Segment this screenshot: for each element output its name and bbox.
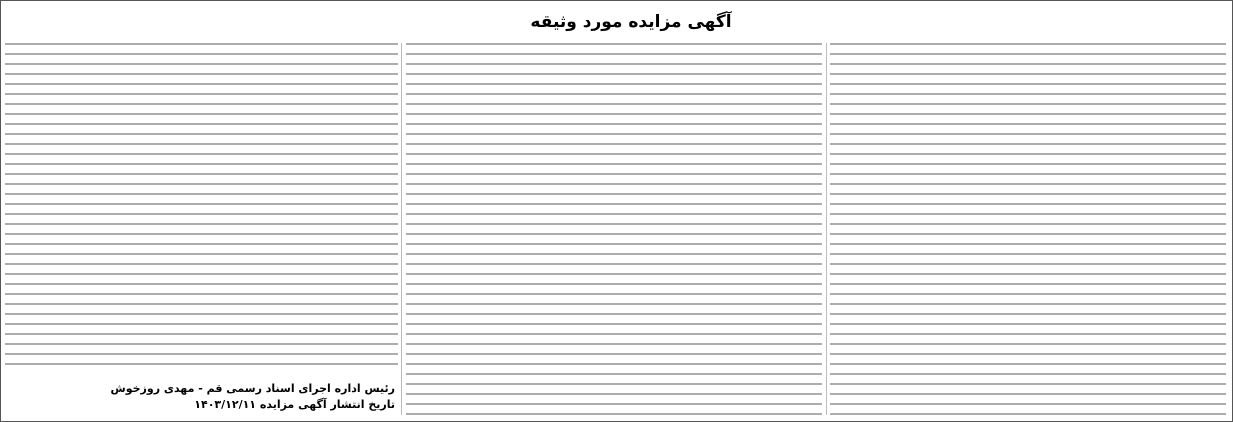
signatory-line: رئیس اداره اجرای اسناد رسمی قم - مهدی روزخوش — [110, 382, 395, 395]
body-column-middle — [406, 43, 822, 415]
column-divider — [826, 43, 827, 415]
notice-title: آگهی مزایده مورد وثیقه — [530, 12, 732, 32]
body-column-right — [830, 43, 1226, 415]
body-text-placeholder — [1, 1, 2, 2]
notice-header — [441, 7, 821, 37]
publication-date-line: تاریخ انتشار آگهی مزایده ۱۴۰۳/۱۲/۱۱ — [194, 398, 395, 411]
column-divider — [401, 43, 402, 415]
signature-block — [9, 381, 395, 413]
body-column-left — [5, 43, 398, 373]
